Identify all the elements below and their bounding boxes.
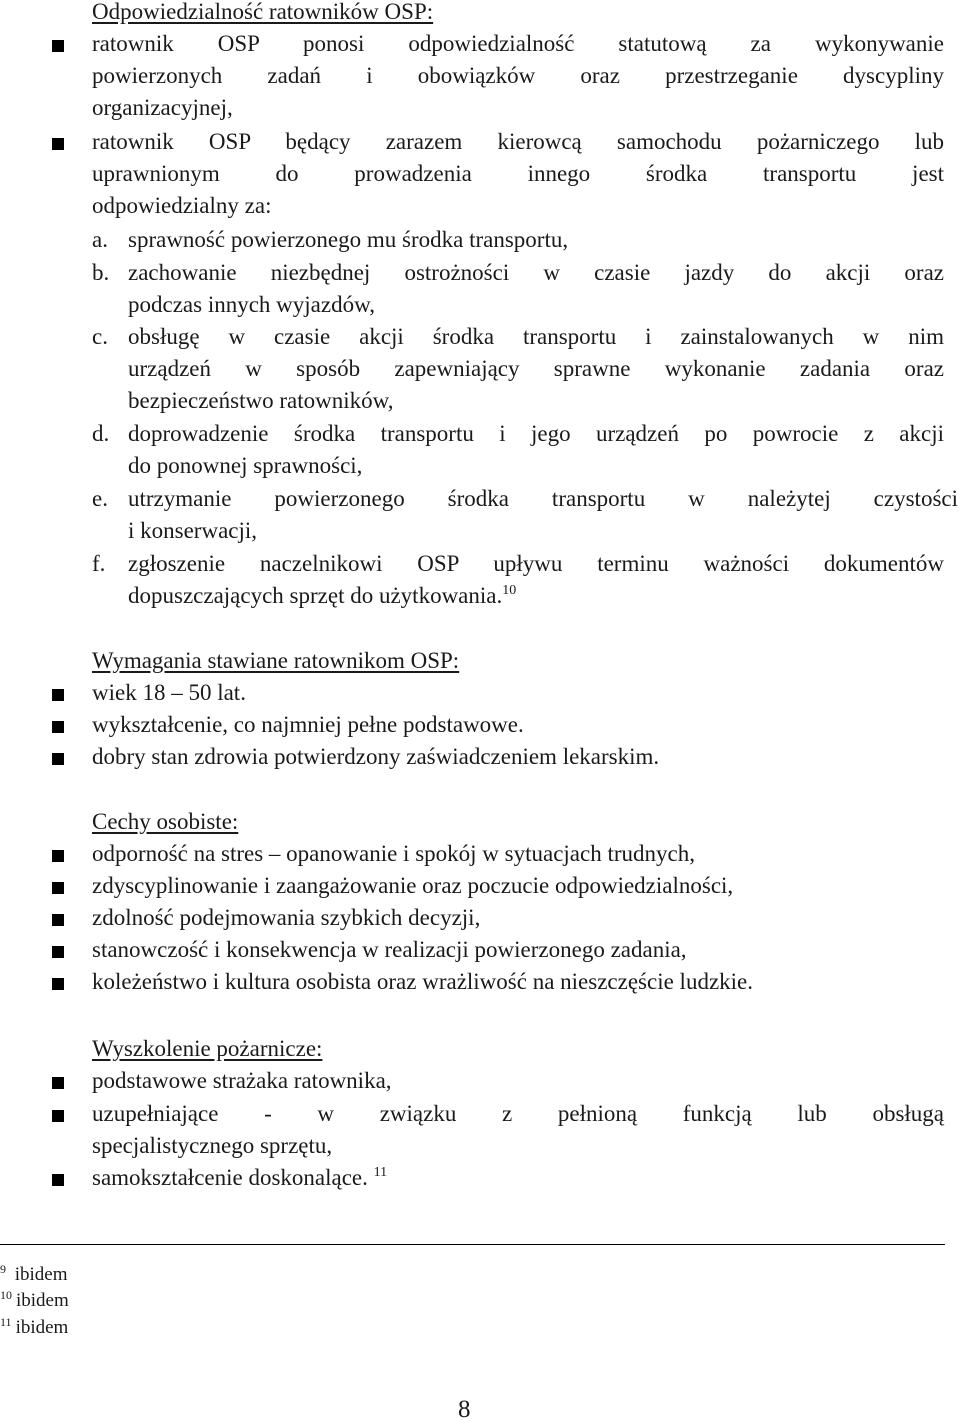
sub-item-text: dopuszczających sprzęt do użytkowania. — [128, 583, 503, 608]
footnote-ref: 10 — [502, 583, 517, 598]
sub-item-line: bezpieczeństwo ratowników, — [128, 388, 394, 413]
bullet-marker — [52, 753, 64, 765]
list-item-line: uprawnionym do prowadzenia innego środka transportu jest — [92, 161, 944, 186]
sub-item-line: obsługę w czasie akcji środka transportu i zainstalowanych w nim — [128, 324, 944, 349]
list-item-line: ratownik OSP będący zarazem kierowcą samochodu pożarniczego lub — [92, 129, 944, 154]
bullet-marker — [52, 138, 64, 150]
footnote-number: 10 — [0, 1288, 12, 1302]
footnote-text: ibidem — [16, 1290, 69, 1311]
bullet-marker — [52, 721, 64, 733]
list-item-line: podstawowe strażaka ratownika, — [92, 1068, 392, 1093]
list-item-line: wiek 18 – 50 lat. — [92, 680, 246, 705]
sub-item-line: zachowanie niezbędnej ostrożności w czasie jazdy do akcji oraz — [128, 260, 944, 285]
list-item-line: wykształcenie, co najmniej pełne podstawowe. — [92, 712, 524, 737]
sub-item-label: c. — [92, 324, 108, 349]
list-item-line: ratownik OSP ponosi odpowiedzialność statutową za wykonywanie — [92, 31, 944, 56]
bullet-marker — [52, 1174, 64, 1186]
footnote-ref: 11 — [373, 1165, 388, 1180]
sub-item-label: d. — [92, 421, 110, 446]
bullet-marker — [52, 882, 64, 894]
footnote — [0, 1314, 68, 1341]
list-item-line: koleżeństwo i kultura osobista oraz wrażliwość na nieszczęście ludzkie. — [92, 969, 754, 994]
list-item-line: odpowiedzialny za: — [92, 193, 272, 218]
sub-item-line: doprowadzenie środka transportu i jego urządzeń po powrocie z akcji — [128, 421, 944, 446]
footnote-number: 9 — [0, 1262, 6, 1276]
page-number: 8 — [458, 1396, 471, 1423]
list-item-line — [92, 1162, 387, 1194]
bullet-marker — [52, 689, 64, 701]
list-item-text: samokształcenie doskonalące. — [92, 1165, 368, 1190]
section-heading-requirements: Wymagania stawiane ratownikom OSP: — [92, 648, 460, 673]
sub-item-line: do ponownej sprawności, — [128, 453, 363, 478]
footnote — [0, 1287, 69, 1314]
footnote-text: ibidem — [14, 1264, 68, 1285]
bullet-marker — [52, 1110, 64, 1122]
bullet-marker — [52, 850, 64, 862]
list-item-line: specjalistycznego sprzętu, — [92, 1133, 333, 1158]
footnote — [0, 1261, 68, 1288]
sub-item-line: utrzymanie powierzonego środka transportu w należytej czystości — [128, 486, 958, 511]
sub-item-label: e. — [92, 486, 108, 511]
section-heading-training: Wyszkolenie pożarnicze: — [92, 1036, 323, 1061]
list-item-line: organizacyjnej, — [92, 95, 233, 120]
list-item-line: odporność na stres – opanowanie i spokój w sytuacjach trudnych, — [92, 841, 695, 866]
footnote-separator — [0, 1244, 945, 1245]
sub-item-line — [128, 580, 516, 612]
section-heading-responsibilities: Odpowiedzialność ratowników OSP: — [92, 0, 434, 24]
list-item-line: uzupełniające - w związku z pełnioną funkcją lub obsługą — [92, 1101, 944, 1126]
sub-item-line: i konserwacji, — [128, 518, 258, 543]
sub-item-line: zgłoszenie naczelnikowi OSP upływu terminu ważności dokumentów — [128, 551, 944, 576]
sub-item-label: a. — [92, 227, 108, 252]
footnote-number: 11 — [0, 1315, 12, 1329]
list-item-line: zdyscyplinowanie i zaangażowanie oraz poczucie odpowiedzialności, — [92, 873, 734, 898]
list-item-line: dobry stan zdrowia potwierdzony zaświadczeniem lekarskim. — [92, 744, 660, 769]
sub-item-line: sprawność powierzonego mu środka transportu, — [128, 227, 569, 252]
footnote-text: ibidem — [15, 1317, 69, 1338]
bullet-marker — [52, 946, 64, 958]
list-item-line: powierzonych zadań i obowiązków oraz przestrzeganie dyscypliny — [92, 63, 944, 88]
section-heading-traits: Cechy osobiste: — [92, 809, 239, 834]
sub-item-line: urządzeń w sposób zapewniający sprawne wykonanie zadania oraz — [128, 356, 944, 381]
sub-item-label: b. — [92, 260, 110, 285]
list-item-line: zdolność podejmowania szybkich decyzji, — [92, 905, 481, 930]
bullet-marker — [52, 1077, 64, 1089]
sub-item-label: f. — [92, 551, 106, 576]
bullet-marker — [52, 40, 64, 52]
list-item-line: stanowczość i konsekwencja w realizacji powierzonego zadania, — [92, 937, 687, 962]
bullet-marker — [52, 978, 64, 990]
bullet-marker — [52, 914, 64, 926]
sub-item-line: podczas innych wyjazdów, — [128, 292, 375, 317]
